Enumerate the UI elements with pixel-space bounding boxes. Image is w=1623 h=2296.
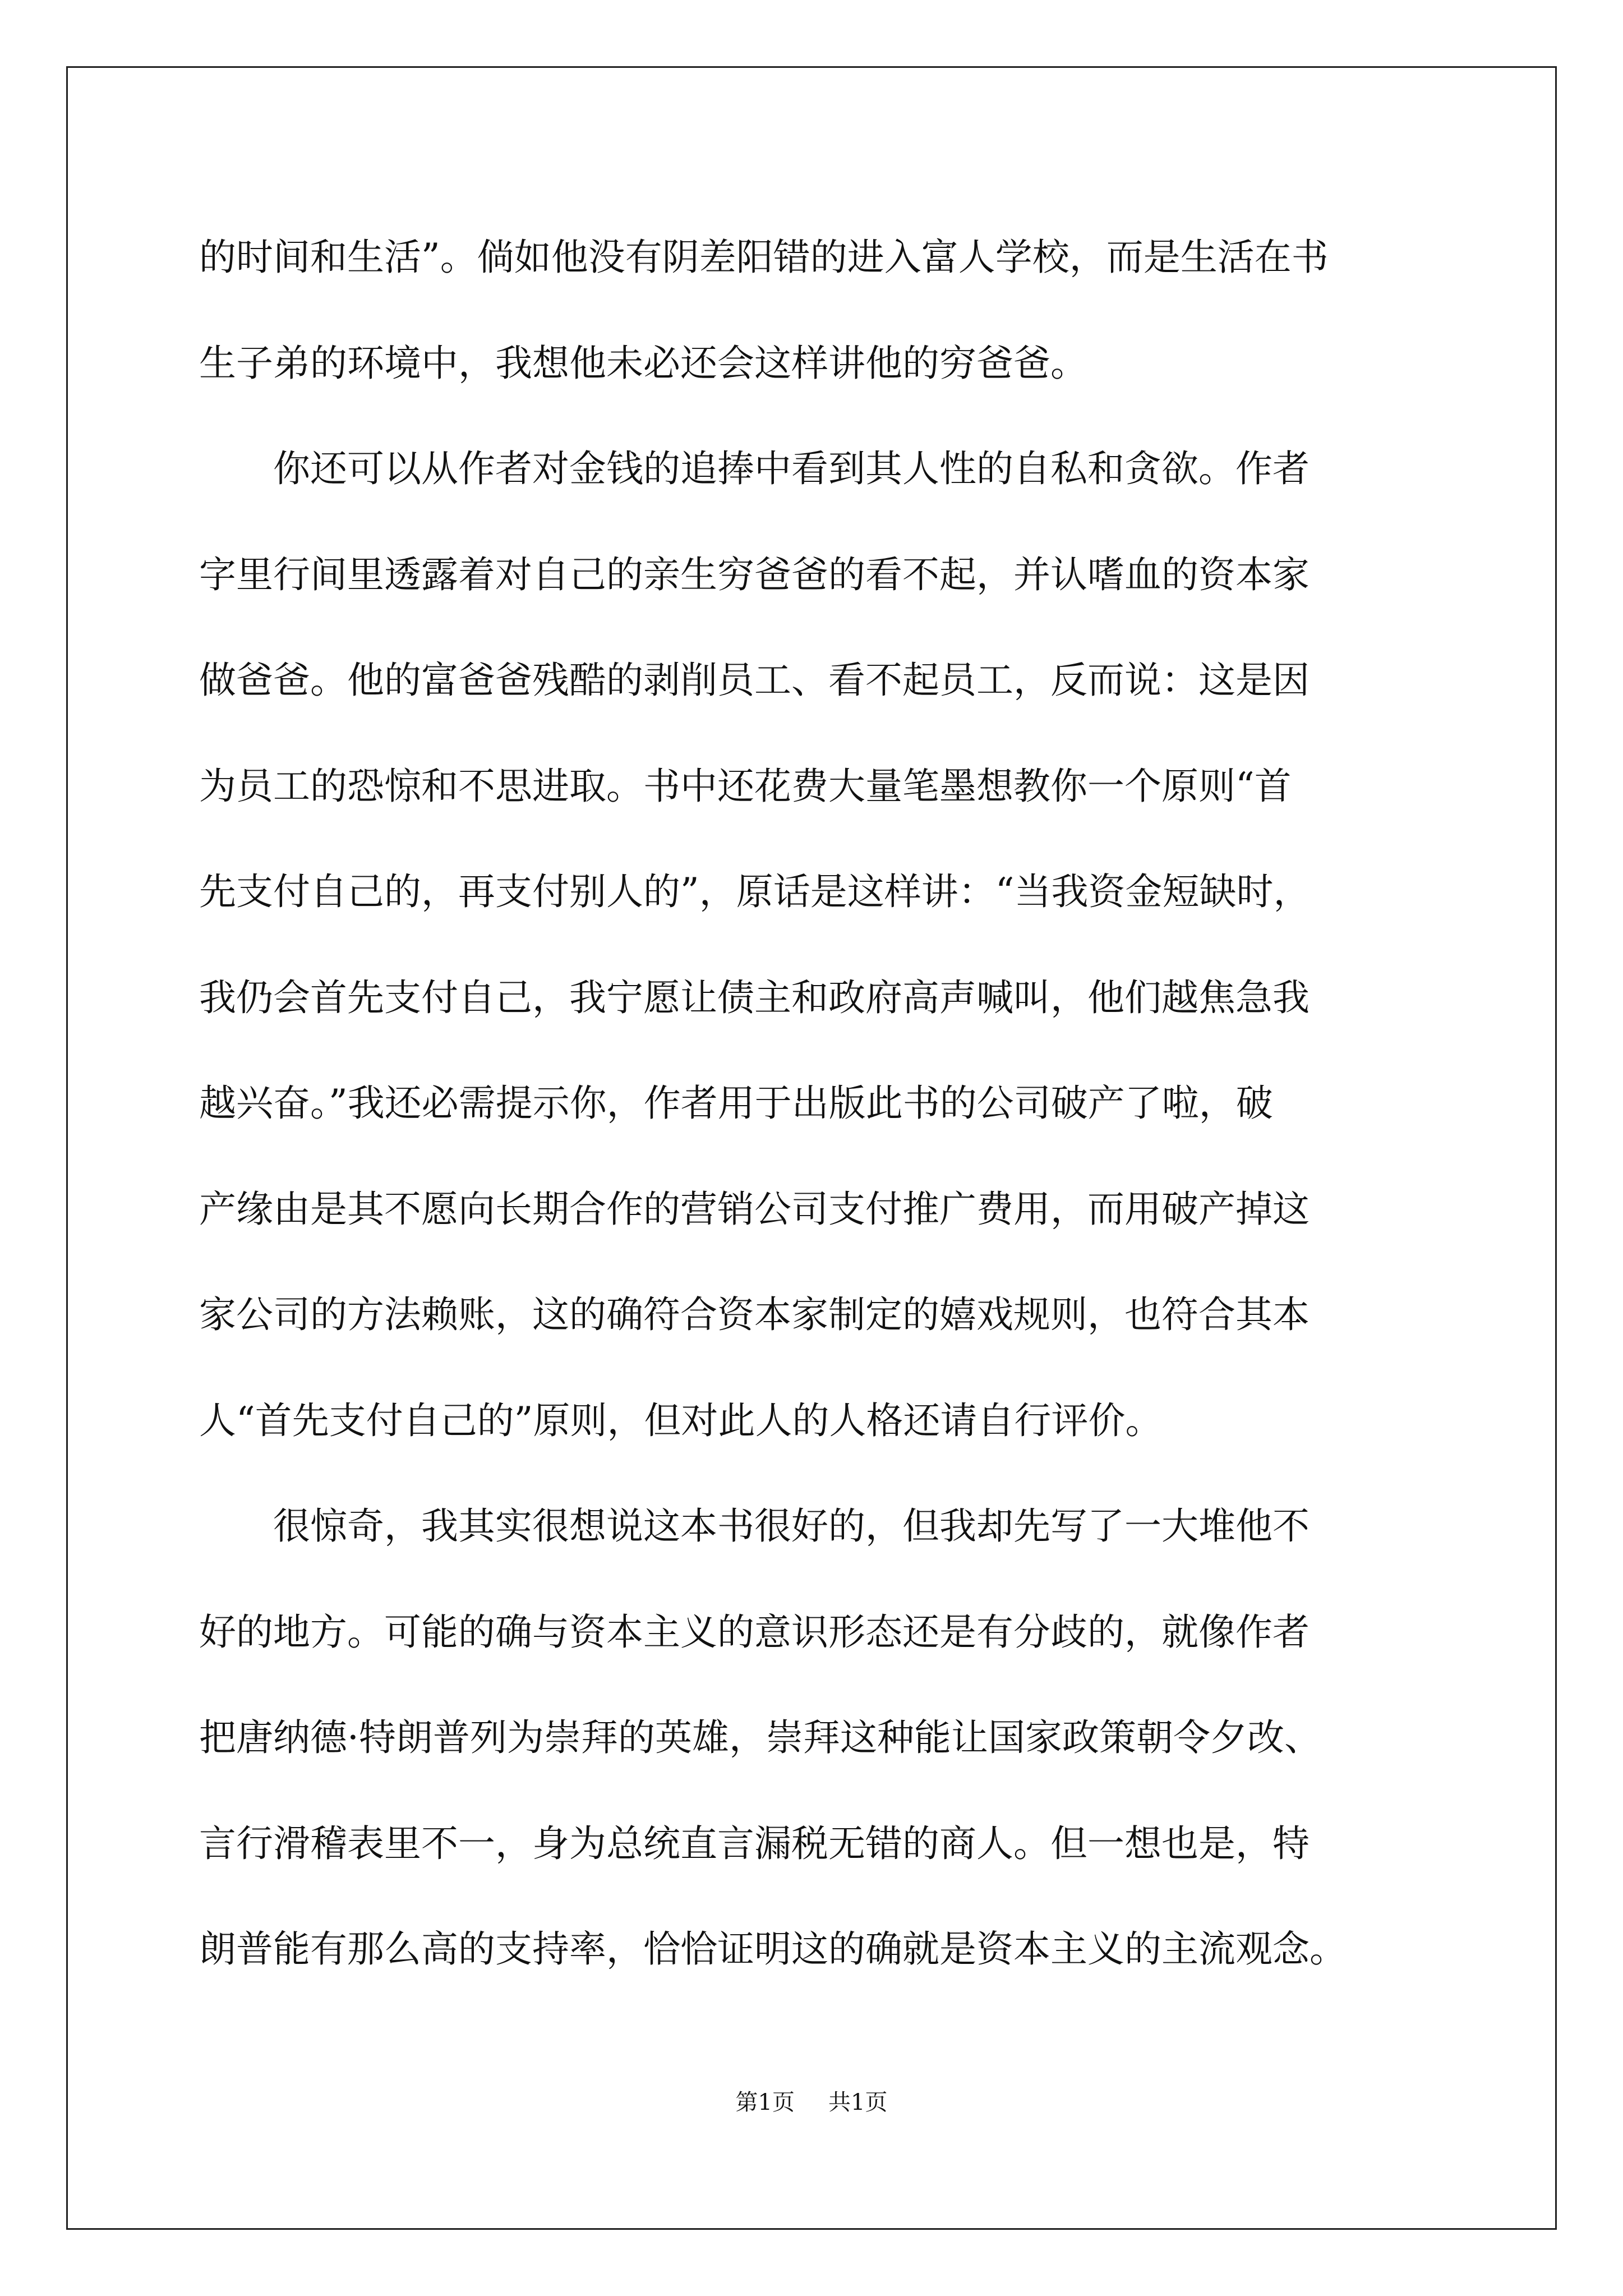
text-line: 人“首先支付自己的”原则，但对此人的人格还请自行评价。 bbox=[199, 1398, 1163, 1442]
text-line: 为员工的恐惊和不思进取。书中还花费大量笔墨想教你一个原则“首 bbox=[199, 764, 1292, 808]
text-line: 把唐纳德·特朗普列为崇拜的英雄，崇拜这种能让国家政策朝令夕改、 bbox=[199, 1716, 1321, 1759]
text-line: 产缘由是其不愿向长期合作的营销公司支付推广费用，而用破产掉这 bbox=[199, 1187, 1310, 1231]
text-line: 好的地方。可能的确与资本主义的意识形态还是有分歧的，就像作者 bbox=[199, 1610, 1310, 1654]
text-line: 越兴奋。”我还必需提示你，作者用于出版此书的公司破产了啦，破 bbox=[199, 1082, 1273, 1125]
paragraph-first-line: 你还可以从作者对金钱的追捧中看到其人性的自私和贪欲。作者 bbox=[273, 447, 1310, 490]
text-line: 言行滑稽表里不一，身为总统直言漏税无错的商人。但一想也是，特 bbox=[199, 1821, 1310, 1865]
page-number: 第1页 bbox=[735, 2090, 795, 2115]
page-count: 共1页 bbox=[828, 2090, 888, 2115]
text-line: 朗普能有那么高的支持率，恰恰证明这的确就是资本主义的主流观念。 bbox=[199, 1927, 1347, 1971]
text-line: 先支付自己的，再支付别人的”，原话是这样讲：“当我资金短缺时， bbox=[199, 870, 1311, 913]
page-footer bbox=[0, 2086, 1623, 2119]
text-line: 家公司的方法赖账，这的确符合资本家制定的嬉戏规则，也符合其本 bbox=[199, 1293, 1310, 1336]
document-body bbox=[199, 205, 1424, 2003]
text-line: 生子弟的环境中，我想他未必还会这样讲他的穷爸爸。 bbox=[199, 341, 1087, 385]
paragraph-first-line: 很惊奇，我其实很想说这本书很好的，但我却先写了一大堆他不 bbox=[273, 1504, 1310, 1548]
text-line: 我仍会首先支付自己，我宁愿让债主和政府高声喊叫，他们越焦急我 bbox=[199, 976, 1310, 1019]
text-line: 做爸爸。他的富爸爸残酷的剥削员工、看不起员工，反而说：这是因 bbox=[199, 659, 1310, 702]
text-line: 字里行间里透露着对自己的亲生穷爸爸的看不起，并认嗜血的资本家 bbox=[199, 553, 1310, 596]
text-line: 的时间和生活”。倘如他没有阴差阳错的进入富人学校，而是生活在书 bbox=[199, 236, 1329, 279]
